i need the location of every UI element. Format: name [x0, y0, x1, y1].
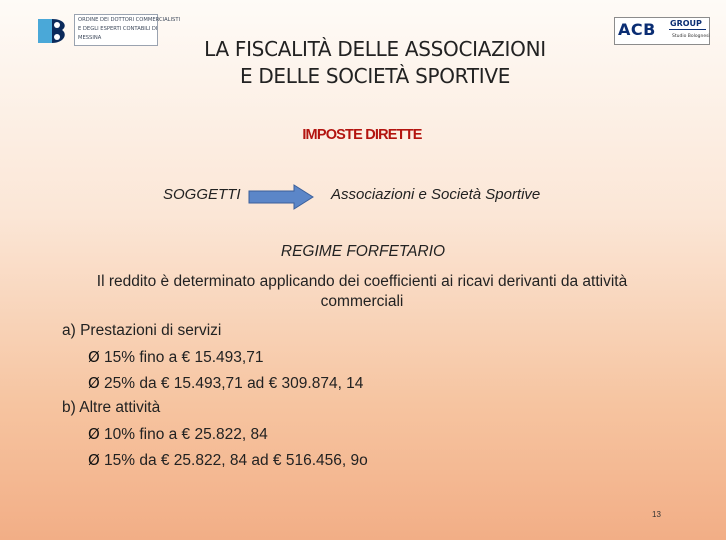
arrow-bullet-icon: Ø [88, 451, 100, 469]
soggetti-value: Associazioni e Società Sportive [331, 186, 541, 203]
logo-group: GROUP [670, 19, 702, 28]
list-item [62, 399, 160, 417]
logo-brand: ACB [618, 20, 656, 39]
logo-rule [669, 29, 706, 30]
arrow-bullet-icon: Ø [88, 348, 100, 366]
item-text: a) Prestazioni di servizi [62, 322, 222, 339]
slide-title [160, 36, 590, 90]
left-logo-line-2: E DEGLI ESPERTI CONTABILI DI [78, 26, 158, 32]
item-text: b) Altre attività [62, 399, 161, 416]
list-item [88, 425, 268, 444]
right-arrow-icon [248, 184, 314, 210]
title-line-2: E DELLE SOCIETÀ SPORTIVE [239, 64, 511, 88]
list-item [62, 322, 221, 340]
regime-description: Il reddito è determinato applicando dei coefficienti ai ricavi derivanti da attività commerciali [96, 273, 628, 310]
list-item [88, 374, 363, 393]
item-text: 10% fino a € 25.822, 84 [104, 426, 268, 443]
item-text: 15% da € 25.822, 84 ad € 516.456, 9o [104, 452, 368, 469]
arrow-bullet-icon: Ø [88, 374, 100, 392]
acb-group-logo [614, 17, 710, 45]
left-logo-line-3: MESSINA [78, 35, 102, 41]
title-line-1: LA FISCALITÀ DELLE ASSOCIAZIONI [204, 37, 546, 61]
item-text: 25% da € 15.493,71 ad € 309.874, 14 [104, 375, 364, 392]
arrow-bullet-icon: Ø [88, 425, 100, 443]
item-text: 15% fino a € 15.493,71 [104, 349, 264, 366]
regime-heading: REGIME FORFETARIO [280, 243, 446, 260]
list-item [88, 348, 263, 367]
list-item [88, 451, 368, 470]
logo-tagline: Studio Bolognesi [672, 34, 710, 39]
section-heading: IMPOSTE DIRETTE [302, 127, 422, 143]
soggetti-label: SOGGETTI [163, 186, 241, 203]
left-logo [38, 14, 181, 48]
left-logo-text [74, 14, 181, 46]
stylized-profile-logo-icon [38, 16, 70, 46]
left-logo-line-1: ORDINE DEI DOTTORI COMMERCIALISTI [78, 17, 181, 23]
page-number: 13 [652, 510, 661, 519]
